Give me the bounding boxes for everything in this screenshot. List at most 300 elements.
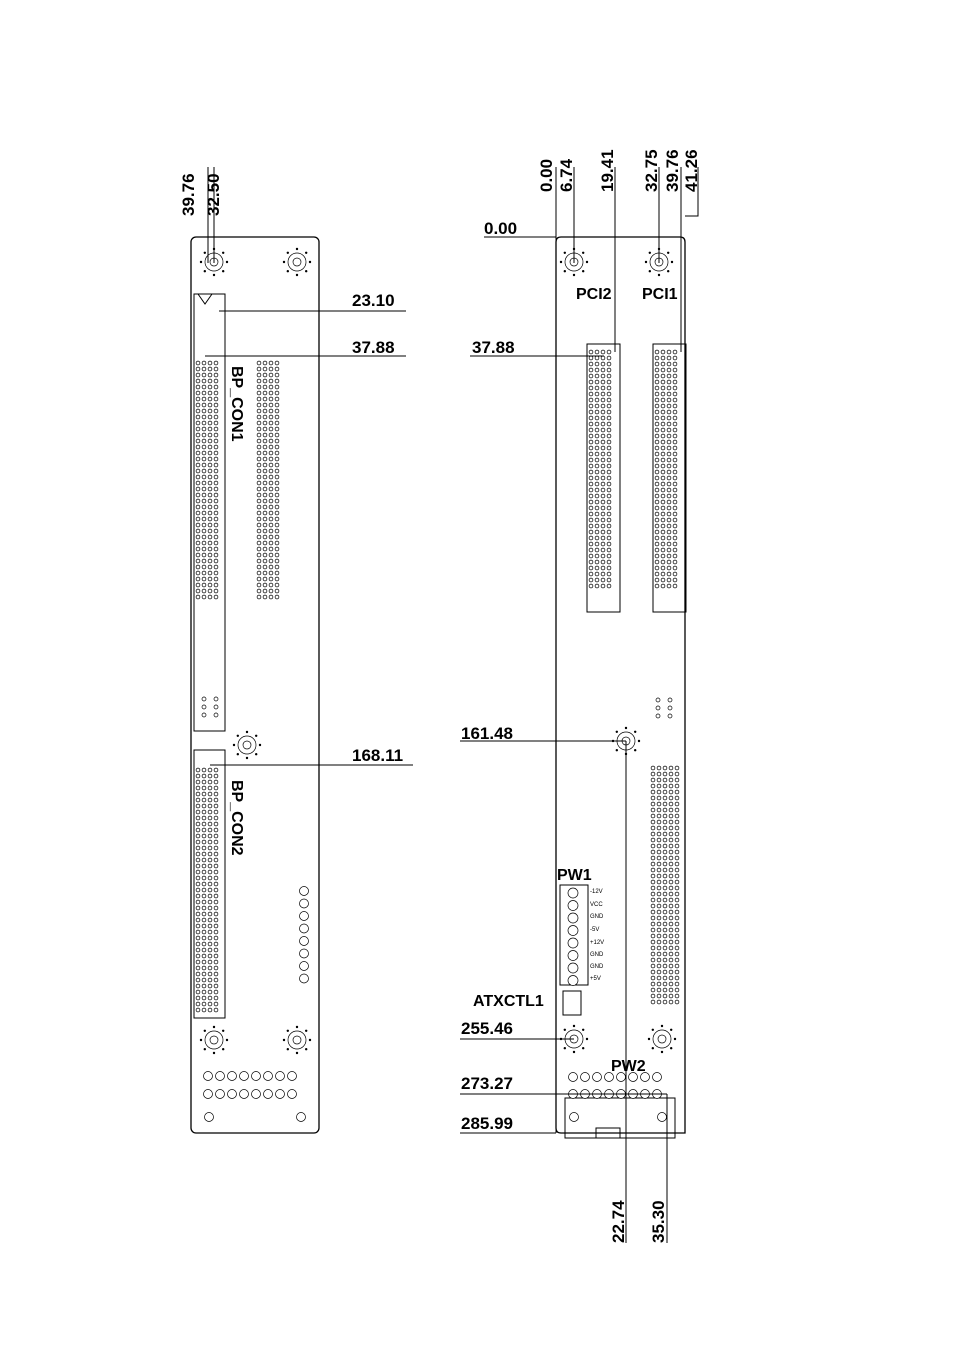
bp-con1b-pin	[257, 523, 261, 527]
bp-con1-pin	[196, 583, 200, 587]
bp-con1-pin	[208, 535, 212, 539]
mounting-hole-ring-dot	[296, 274, 298, 276]
right-header-pin	[651, 838, 655, 842]
mounting-hole-ring-dot	[667, 270, 669, 272]
right-header-pin	[669, 880, 673, 884]
bp-con1-pin	[208, 385, 212, 389]
mounting-hole-ring-dot	[246, 731, 248, 733]
bp-con2-pin	[208, 990, 212, 994]
pci1-pin	[655, 374, 659, 378]
bp-con2-pin	[214, 924, 218, 928]
bp-con1b-pin	[269, 457, 273, 461]
pci2-pin	[601, 464, 605, 468]
right-header-pin	[651, 1000, 655, 1004]
right-header-pin	[663, 874, 667, 878]
pci1-pin	[655, 566, 659, 570]
right-header-pin	[657, 880, 661, 884]
pci1-pin	[673, 500, 677, 504]
dim-19-41: 19.41	[598, 149, 617, 192]
pci1-pin	[667, 386, 671, 390]
bp-con1b-pin	[257, 541, 261, 545]
pci1-pin	[673, 464, 677, 468]
bp-con2-pin	[214, 900, 218, 904]
pci2-pin	[607, 458, 611, 462]
bp-con1-pin	[208, 547, 212, 551]
right-header-pin	[657, 844, 661, 848]
pci1-pin	[655, 392, 659, 396]
pci1-pin	[661, 416, 665, 420]
pci2-pin	[601, 488, 605, 492]
pci2-pin	[607, 386, 611, 390]
dim-37-88-left: 37.88	[352, 338, 395, 357]
bp-con1b-pin	[269, 367, 273, 371]
pci2-pin	[595, 440, 599, 444]
pci2-pin	[589, 392, 593, 396]
right-header-pin	[657, 988, 661, 992]
pw1-pin-label: GND	[590, 964, 604, 970]
right-header-pin	[675, 796, 679, 800]
pci1-pin	[661, 542, 665, 546]
right-header-pin	[675, 1000, 679, 1004]
bp-con2-pin	[202, 888, 206, 892]
bp-con1-pin	[202, 403, 206, 407]
pci1-pin	[673, 362, 677, 366]
pci2-pin	[595, 458, 599, 462]
mounting-hole-ring-dot	[287, 1048, 289, 1050]
pci1-pin	[655, 560, 659, 564]
pci1-pin	[661, 404, 665, 408]
bp-con1b-pin	[263, 577, 267, 581]
bp-con1-pin	[214, 517, 218, 521]
right-header-pin	[663, 784, 667, 788]
mounting-hole-ring-dot	[204, 270, 206, 272]
pci2-pin	[595, 548, 599, 552]
pci2-pin	[601, 548, 605, 552]
right-header-pin	[663, 868, 667, 872]
right-header-pin	[657, 976, 661, 980]
pci2-pin	[601, 428, 605, 432]
pci1-pin	[655, 548, 659, 552]
mounting-hole-ring-dot	[233, 744, 235, 746]
right-header-pin	[657, 970, 661, 974]
right-header-pin	[651, 856, 655, 860]
bp-con2-pin	[202, 870, 206, 874]
pw1-pin-label: -5V	[590, 927, 600, 933]
pci1-pin	[667, 374, 671, 378]
right-header-pin	[651, 976, 655, 980]
bp-con1b-pin	[269, 535, 273, 539]
right-header-pin	[651, 946, 655, 950]
pci1-pin	[667, 416, 671, 420]
pci2-pin	[607, 446, 611, 450]
right-header-pin	[663, 826, 667, 830]
bp-con2-pin	[208, 930, 212, 934]
bp-con2-pin	[208, 978, 212, 982]
bp-con1b-pin	[257, 427, 261, 431]
bp-con2-pin	[196, 828, 200, 832]
bp-con2-pin	[214, 990, 218, 994]
pci2-pin	[601, 416, 605, 420]
bp-con1b-pin	[269, 547, 273, 551]
pci1-pin	[661, 368, 665, 372]
bp-con1b-pin	[263, 415, 267, 419]
bp-con1b-pin	[257, 361, 261, 365]
bp-con1b-pin	[263, 391, 267, 395]
bp-con2-pin	[208, 882, 212, 886]
right-header-pin	[675, 862, 679, 866]
pci1-pin	[655, 362, 659, 366]
bp-con1-pin	[214, 505, 218, 509]
mounting-hole-ring-dot	[204, 1030, 206, 1032]
pci1-pin	[655, 536, 659, 540]
bp-con1b-pin	[269, 523, 273, 527]
pci1-pin	[655, 512, 659, 516]
bp-con1-pin	[214, 547, 218, 551]
right-header-pin	[675, 934, 679, 938]
bp-con2-pin	[202, 954, 206, 958]
pci2-pin	[607, 506, 611, 510]
mounting-hole-ring-dot	[213, 274, 215, 276]
bp-con1-pin	[214, 595, 218, 599]
bp-con1b-pin	[263, 361, 267, 365]
bp-con2-pin	[196, 936, 200, 940]
bp-con1b-pin	[263, 523, 267, 527]
right-header-pin	[669, 892, 673, 896]
bp-con1-pin	[196, 565, 200, 569]
pci1-pin	[667, 536, 671, 540]
bp-con2-pin	[196, 876, 200, 880]
pci2-pin	[589, 422, 593, 426]
bp-con2-pin	[208, 1008, 212, 1012]
right-header-pin	[657, 964, 661, 968]
bp-con2-pin	[202, 948, 206, 952]
mounting-hole-ring-dot	[625, 727, 627, 729]
mounting-hole-ring-dot	[586, 261, 588, 263]
mounting-hole-ring-dot	[255, 735, 257, 737]
bp-con2-pin	[214, 858, 218, 862]
bp-con2-pin	[202, 990, 206, 994]
pci1-pin	[661, 350, 665, 354]
right-header-pin	[675, 940, 679, 944]
pci1-pin	[667, 572, 671, 576]
right-header-pin	[657, 946, 661, 950]
bp-con1b-pin	[275, 481, 279, 485]
bp-con2-pin	[208, 846, 212, 850]
bp-con1b-pin	[263, 469, 267, 473]
bp-con2-pin	[196, 858, 200, 862]
bp-con2-pin	[202, 1008, 206, 1012]
right-header-pin	[663, 808, 667, 812]
pci1-pin	[667, 518, 671, 522]
bp-con1-pin	[202, 553, 206, 557]
bp-con1b-pin	[257, 439, 261, 443]
bp-con1-pin	[202, 565, 206, 569]
right-header-pin	[675, 880, 679, 884]
pci1-pin	[673, 518, 677, 522]
pci1-pin	[673, 440, 677, 444]
bp-con1b-pin	[257, 421, 261, 425]
pci2-pin	[595, 542, 599, 546]
right-header-pin	[669, 838, 673, 842]
bp-con1b-pin	[263, 589, 267, 593]
bp-con1b-pin	[275, 433, 279, 437]
right-header-pin	[657, 1000, 661, 1004]
bp-con2-pin	[214, 834, 218, 838]
left-edge-pin	[264, 1090, 273, 1099]
bp-con2-pin	[208, 864, 212, 868]
bp-con1-pin	[202, 493, 206, 497]
bp-con1b-pin	[257, 403, 261, 407]
bp-con1-pin	[214, 577, 218, 581]
right-small-pin	[668, 698, 672, 702]
pci1-pin	[655, 422, 659, 426]
right-small-pin	[656, 706, 660, 710]
pci2-pin	[589, 578, 593, 582]
bp-con2-pin	[196, 780, 200, 784]
pci2-pin	[607, 548, 611, 552]
mounting-hole-ring-dot	[246, 757, 248, 759]
right-header-pin	[657, 772, 661, 776]
right-header-pin	[651, 970, 655, 974]
pci2-pin	[601, 506, 605, 510]
bp-con1b-pin	[269, 559, 273, 563]
bp-con1b-pin	[263, 481, 267, 485]
bp-con1-pin	[208, 517, 212, 521]
bp-con2-pin	[196, 840, 200, 844]
pci2-pin	[595, 524, 599, 528]
bp-con1b-pin	[257, 469, 261, 473]
pci1-pin	[667, 482, 671, 486]
pci2-pin	[595, 392, 599, 396]
bp-con2-pin	[196, 864, 200, 868]
right-header-pin	[663, 886, 667, 890]
pci2-pin	[601, 476, 605, 480]
pci1-pin	[673, 392, 677, 396]
bp-con2-pin	[202, 882, 206, 886]
bp-con1b-pin	[275, 487, 279, 491]
bp-con1b-pin	[263, 493, 267, 497]
bp-con2-pin	[202, 846, 206, 850]
left-via	[300, 887, 309, 896]
pci1-pin	[667, 566, 671, 570]
pci2-pin	[595, 362, 599, 366]
left-edge-pin	[276, 1072, 285, 1081]
pci1-pin	[661, 362, 665, 366]
mounting-hole-ring-dot	[226, 1039, 228, 1041]
bp-con1-pin	[208, 559, 212, 563]
left-corner-hole	[205, 1113, 214, 1122]
bp-con1b-pin	[275, 361, 279, 365]
bp-con1b-pin	[275, 517, 279, 521]
mounting-hole-ring-dot	[582, 1047, 584, 1049]
right-header-pin	[663, 922, 667, 926]
bp-con1-pin	[208, 427, 212, 431]
bp-con1-pin	[196, 487, 200, 491]
bp-con2-pin	[202, 792, 206, 796]
mounting-hole-ring-dot	[616, 731, 618, 733]
right-header-pin	[657, 904, 661, 908]
pci1-pin	[667, 410, 671, 414]
bp-con1-pin	[196, 553, 200, 557]
right-header-pin	[651, 850, 655, 854]
right-header-pin	[663, 778, 667, 782]
dim-35-30: 35.30	[649, 1200, 668, 1243]
right-header-pin	[669, 976, 673, 980]
pci1-pin	[655, 458, 659, 462]
right-header-pin	[663, 772, 667, 776]
pci1-pin	[655, 446, 659, 450]
right-header-pin	[669, 820, 673, 824]
right-header-pin	[663, 820, 667, 824]
pci2-pin	[607, 374, 611, 378]
pci1-pin	[667, 542, 671, 546]
pci2-pin	[601, 518, 605, 522]
pci1-pin	[667, 524, 671, 528]
pci2-pin	[589, 416, 593, 420]
mounting-hole-ring-dot	[649, 270, 651, 272]
bp-con1-pin	[202, 469, 206, 473]
bp-con1-pin	[208, 367, 212, 371]
right-header-pin	[669, 952, 673, 956]
bp-con1b-pin	[275, 391, 279, 395]
bp-con1-pin	[208, 361, 212, 365]
bp-con2-pin	[214, 906, 218, 910]
bp-con1b-pin	[263, 487, 267, 491]
pci1-pin	[673, 536, 677, 540]
bp-con1-pin	[202, 421, 206, 425]
mounting-hole-center	[293, 1036, 301, 1044]
bp-con1b-pin	[275, 421, 279, 425]
pci2-pin	[607, 572, 611, 576]
bp-con2-pin	[214, 996, 218, 1000]
bp-con1b-pin	[263, 439, 267, 443]
mounting-hole-ring-dot	[283, 261, 285, 263]
pci1-pin	[667, 578, 671, 582]
pci2-pin	[589, 452, 593, 456]
pci2-pin	[607, 524, 611, 528]
pci2-pin	[607, 392, 611, 396]
pci2-pin	[607, 512, 611, 516]
bp-con1-pin	[202, 517, 206, 521]
bp-con1-pin	[214, 367, 218, 371]
right-header-pin	[675, 874, 679, 878]
bp-con2-pin	[214, 960, 218, 964]
right-header-pin	[651, 910, 655, 914]
right-header-pin	[657, 856, 661, 860]
dim-39-76: 39.76	[179, 173, 198, 216]
pci2-pin	[607, 482, 611, 486]
pci2-pin	[595, 350, 599, 354]
right-header-pin	[657, 910, 661, 914]
pci1-pin	[655, 518, 659, 522]
bp-con1b-pin	[269, 595, 273, 599]
bp-con2-pin	[208, 1002, 212, 1006]
bp-con2-pin	[196, 870, 200, 874]
right-header-pin	[651, 778, 655, 782]
right-header-pin	[669, 964, 673, 968]
right-header-pin	[675, 952, 679, 956]
right-header-pin	[657, 820, 661, 824]
pci1-pin	[661, 476, 665, 480]
mounting-hole-ring-dot	[652, 1047, 654, 1049]
mounting-hole-ring-dot	[645, 261, 647, 263]
pci2-pin	[589, 542, 593, 546]
bp-con2-pin	[202, 918, 206, 922]
right-header-pin	[657, 826, 661, 830]
bp-con1-pin	[208, 529, 212, 533]
bp-con2-pin	[214, 774, 218, 778]
pci2-pin	[589, 446, 593, 450]
pci2-pin	[595, 428, 599, 432]
right-header-pin	[675, 904, 679, 908]
bp-con2-pin	[208, 780, 212, 784]
right-small-pin	[656, 714, 660, 718]
dim-255-46: 255.46	[461, 1019, 513, 1038]
pci1-pin	[673, 356, 677, 360]
bp-con1b-pin	[257, 499, 261, 503]
bp-con2-pin	[196, 942, 200, 946]
bp-con1b-pin	[269, 589, 273, 593]
dim-41-26: 41.26	[682, 149, 701, 192]
pci1-pin	[661, 428, 665, 432]
bp-con1b-pin	[269, 499, 273, 503]
bp-con2-pin	[196, 912, 200, 916]
pci2-pin	[601, 410, 605, 414]
pci1-pin	[667, 560, 671, 564]
bp-con1-pin	[214, 415, 218, 419]
atxctl1-label: ATXCTL1	[473, 993, 544, 1010]
bp-con2-pin	[214, 954, 218, 958]
bp-con1b-pin	[275, 547, 279, 551]
dim-32-50: 32.50	[204, 173, 223, 216]
pci1-pin	[661, 482, 665, 486]
bp-con2-pin	[214, 942, 218, 946]
mounting-hole-ring-dot	[305, 1048, 307, 1050]
bp-con2-pin	[214, 846, 218, 850]
right-header-pin	[657, 790, 661, 794]
bp-con1-pin	[214, 475, 218, 479]
right-small-pin	[656, 698, 660, 702]
right-header-pin	[651, 796, 655, 800]
right-header-pin	[669, 970, 673, 974]
bp-con2-pin	[208, 924, 212, 928]
bp-con1-pin	[202, 397, 206, 401]
bp-con1b-pin	[269, 463, 273, 467]
bp-con1-pin	[214, 529, 218, 533]
bp-con2-pin	[196, 978, 200, 982]
right-header-pin	[657, 928, 661, 932]
right-header-pin	[669, 826, 673, 830]
right-header-pin	[651, 916, 655, 920]
bp-con2-pin	[214, 780, 218, 784]
right-header-pin	[657, 808, 661, 812]
pci1-pin	[667, 548, 671, 552]
dim-273-27: 273.27	[461, 1074, 513, 1093]
right-header-pin	[651, 886, 655, 890]
bp-con1b-pin	[257, 397, 261, 401]
bp-con1b-pin	[269, 517, 273, 521]
bp-con1-pin	[196, 361, 200, 365]
bp-con1-pin	[214, 553, 218, 557]
left-via	[300, 937, 309, 946]
pci2-pin	[589, 428, 593, 432]
pci2-pin	[601, 452, 605, 456]
left-via	[300, 899, 309, 908]
pci1-pin	[655, 434, 659, 438]
bp-con2-pin	[214, 786, 218, 790]
right-header-pin	[651, 832, 655, 836]
bp-con1-pin	[214, 439, 218, 443]
